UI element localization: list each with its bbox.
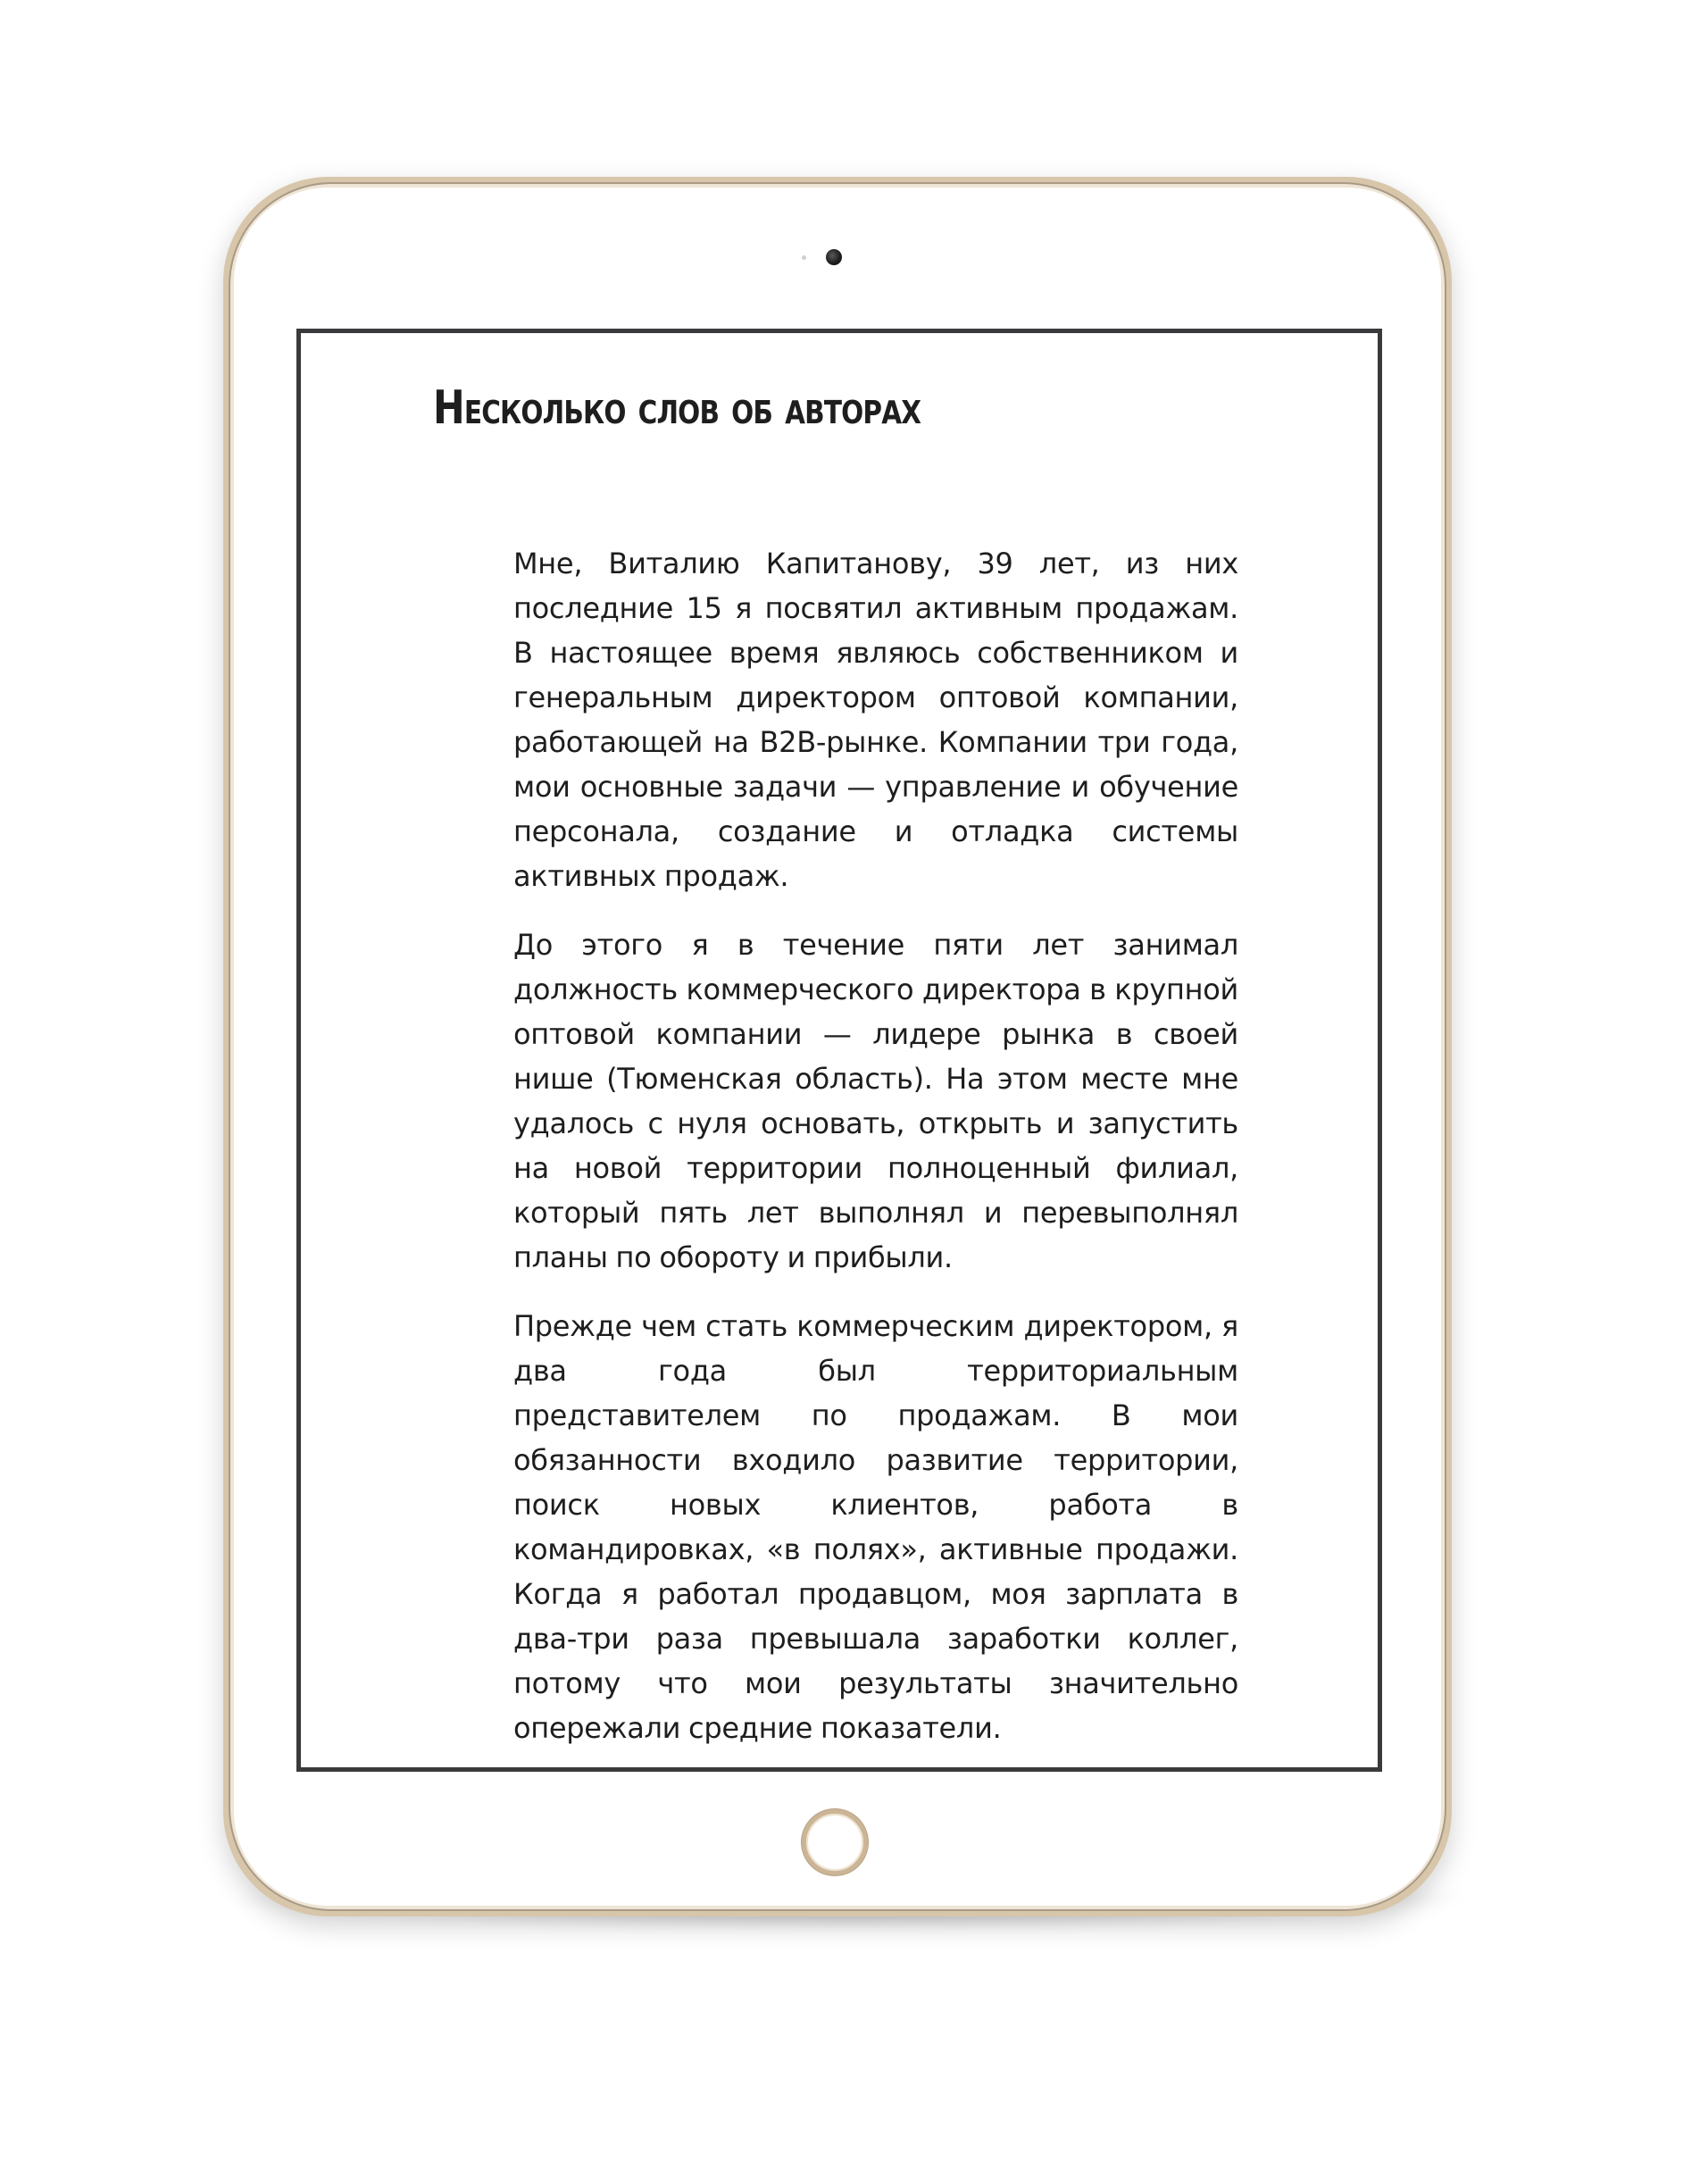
camera-icon: [826, 249, 842, 265]
sensor-icon: [802, 255, 806, 260]
paragraph-3: Прежде чем стать коммерческим директором, я два года был территориальным представителем по продажам. В мои обязанности входило развитие территории, поиск новых клиентов, работа в командировках, «в полях», активные продажи. Когда я работал продавцом, моя зарплата в два-три раза превышала заработки коллег, потому что мои результаты значительно опережали средние показатели.: [513, 1309, 1238, 1745]
paragraph-2: До этого я в течение пяти лет занимал должность коммерческого директора в крупной оптовой компании — лидере рынка в своей нише (Тюменская область). На этом месте мне удалось с нуля основать, открыть и запустить на новой территории полноценный филиал, который пять лет выполнял и перевыполнял планы по обороту и прибыли.: [513, 928, 1238, 1274]
page-title: Несколько слов об авторах: [433, 381, 921, 435]
reader-screen: [296, 329, 1382, 1772]
home-button-icon[interactable]: [802, 1809, 868, 1875]
body-text: [513, 541, 1238, 1772]
paragraph-1: Мне, Виталию Капитанову, 39 лет, из них последние 15 я посвятил активным продажам. В настоящее время являюсь собственником и генеральным директором оптовой компании, работающей на B2B-рынке. Компании три года, мои основные задачи — управление и обучение персонала, создание и отладка системы активных продаж.: [513, 547, 1238, 893]
